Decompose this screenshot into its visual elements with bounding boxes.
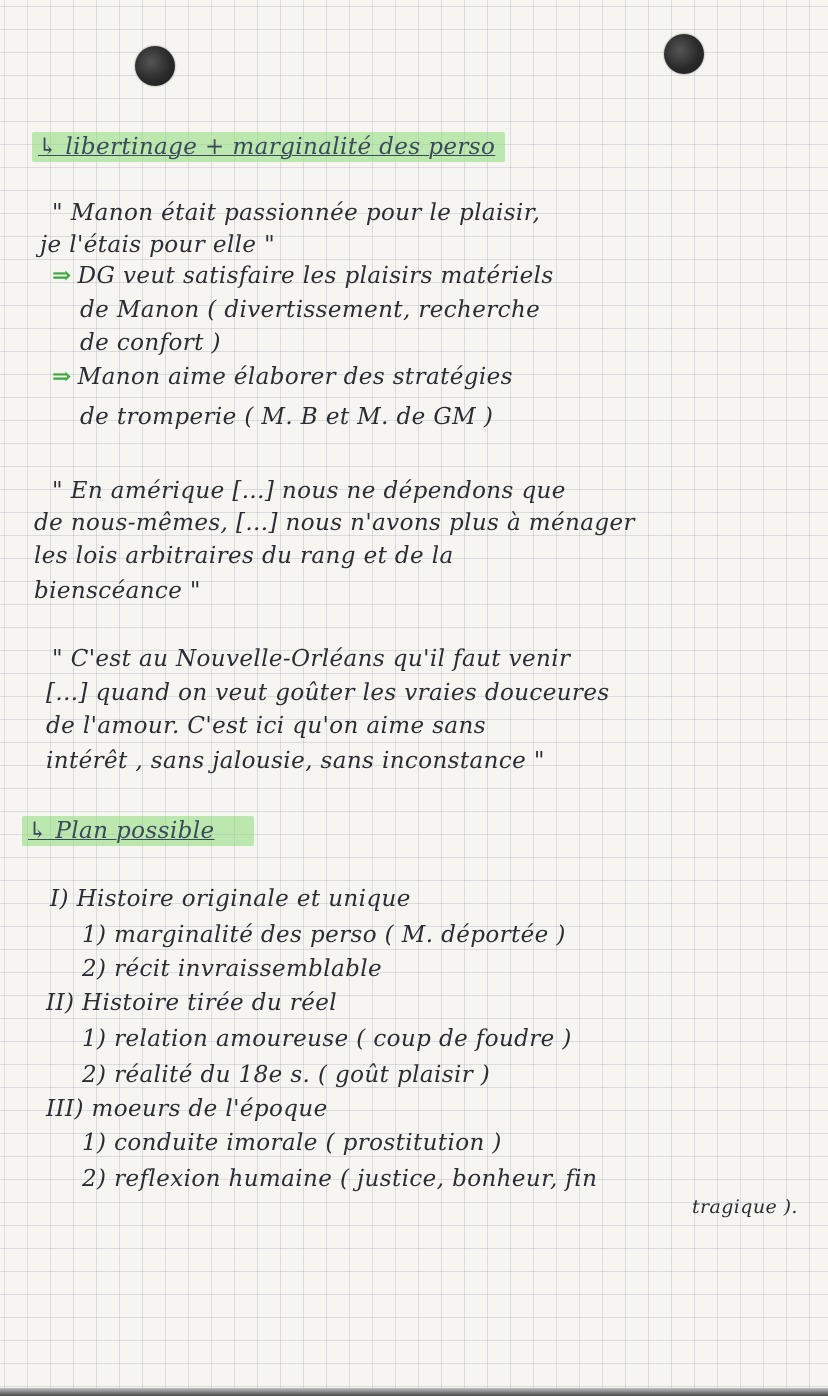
heading-text: libertinage + marginalité des perso (65, 134, 496, 160)
page-bottom-edge (0, 1388, 828, 1396)
note1-line1 (52, 263, 554, 289)
quote3-line1: " C'est au Nouvelle-Orléans qu'il faut venir (52, 646, 571, 672)
quote3-line2: [...] quand on veut goûter les vraies douceures (46, 680, 610, 706)
quote2-line1: " En amérique [...] nous ne dépendons que (52, 478, 566, 504)
note2-text1: Manon aime élaborer des stratégies (77, 364, 513, 390)
arrow-icon: ↳ (28, 818, 48, 844)
quote3-line4: intérêt , sans jalousie, sans inconstance " (46, 748, 545, 774)
heading-plan (22, 818, 254, 844)
plan-part3: III) moeurs de l'époque (46, 1096, 328, 1122)
quote3-line3: de l'amour. C'est ici qu'on aime sans (46, 713, 486, 739)
plan-part1-2: 2) récit invraissemblable (82, 956, 383, 982)
plan-part3-1: 1) conduite imorale ( prostitution ) (82, 1130, 502, 1156)
plan-part3-2-cont: tragique ). (692, 1196, 798, 1218)
plan-part1: I) Histoire originale et unique (50, 886, 411, 912)
quote2-line4: bienscéance " (34, 578, 201, 604)
heading-libertinage (32, 134, 505, 160)
heading-text: Plan possible (55, 818, 215, 844)
plan-part2: II) Histoire tirée du réel (46, 990, 337, 1016)
quote2-line3: les lois arbitraires du rang et de la (34, 543, 454, 569)
note1-line3: de confort ) (80, 330, 221, 356)
quote1-line2: je l'étais pour elle " (40, 232, 276, 258)
heading-highlight (22, 816, 254, 846)
arrow-icon: ↳ (38, 134, 58, 160)
double-arrow-icon: ⇒ (52, 363, 72, 390)
heading-highlight (32, 132, 505, 162)
plan-part2-1: 1) relation amoureuse ( coup de foudre ) (82, 1026, 572, 1052)
plan-part2-2: 2) réalité du 18e s. ( goût plaisir ) (82, 1062, 491, 1088)
plan-part1-1: 1) marginalité des perso ( M. déportée ) (82, 922, 566, 948)
quote1-line1: " Manon était passionnée pour le plaisir, (52, 200, 541, 226)
note1-text1: DG veut satisfaire les plaisirs matériels (77, 263, 554, 289)
double-arrow-icon: ⇒ (52, 262, 72, 289)
note2-line1 (52, 364, 513, 390)
note1-line2: de Manon ( divertissement, recherche (80, 297, 541, 323)
punch-hole-right (664, 34, 704, 74)
quote2-line2: de nous-mêmes, [...] nous n'avons plus à ménager (34, 510, 635, 536)
punch-hole-left (135, 46, 175, 86)
plan-part3-2: 2) reflexion humaine ( justice, bonheur, fin (82, 1166, 598, 1192)
note2-line2: de tromperie ( M. B et M. de GM ) (80, 404, 494, 430)
